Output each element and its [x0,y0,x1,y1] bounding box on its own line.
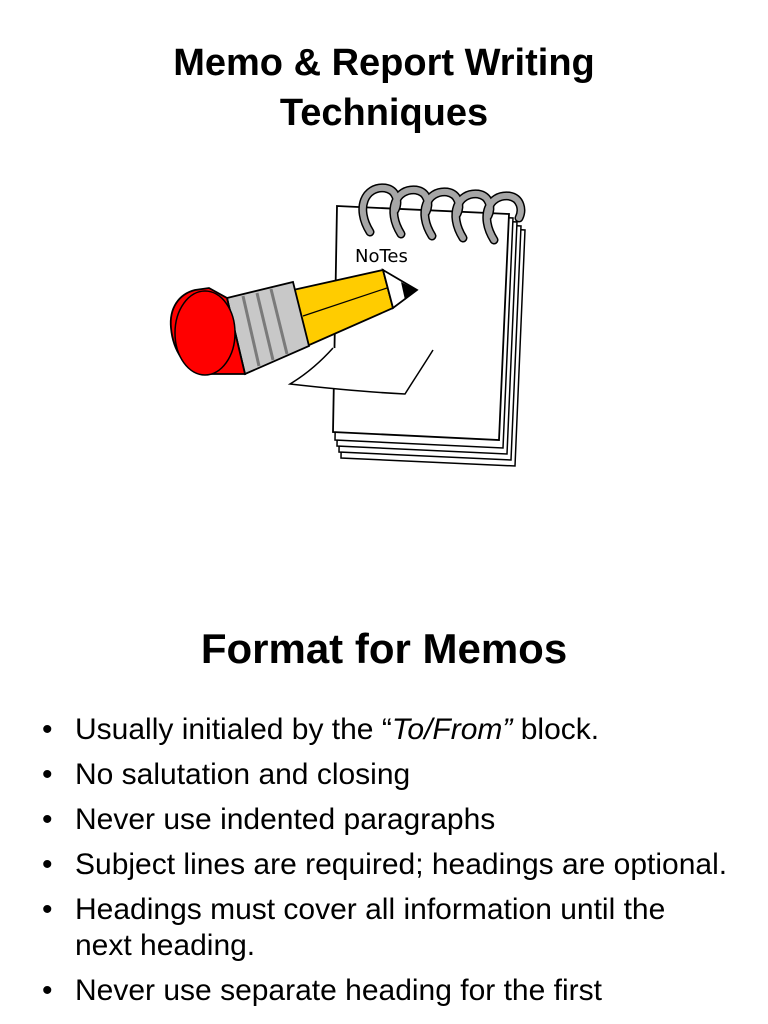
section-title: Format for Memos [200,625,568,672]
slide-title-line-2: Techniques [279,92,489,134]
bullet-list [0,712,768,1018]
bullet-marker: • [42,974,53,1007]
bullet-marker: • [42,713,53,746]
notepad-pencil-clipart [165,178,540,473]
bullet-text: Never use separate heading for the first [75,974,602,1007]
bullet-text-end: block. [512,713,600,746]
bullet-marker: • [42,848,53,881]
bullet-item [0,712,768,748]
notepad-label: NoTes [355,246,408,267]
bullet-item [0,973,768,1009]
bullet-item [0,802,768,838]
bullet-text: Headings must cover all information until the next heading. [75,893,666,962]
bullet-item [0,847,768,883]
bullet-text-start: Usually initialed by the “ [75,713,392,746]
bullet-marker: • [42,803,53,836]
bullet-text: Subject lines are required; headings are optional. [75,848,728,881]
bullet-item [0,757,768,793]
bullet-marker: • [42,893,53,926]
bullet-text: Never use indented paragraphs [75,803,496,836]
bullet-text-emphasis: To/From” [391,713,513,746]
bullet-text: No salutation and closing [75,758,411,791]
slide-title [0,38,768,138]
slide-title-line-1: Memo & Report Writing [173,42,595,84]
bullet-item [0,892,768,964]
bullet-marker: • [42,758,53,791]
